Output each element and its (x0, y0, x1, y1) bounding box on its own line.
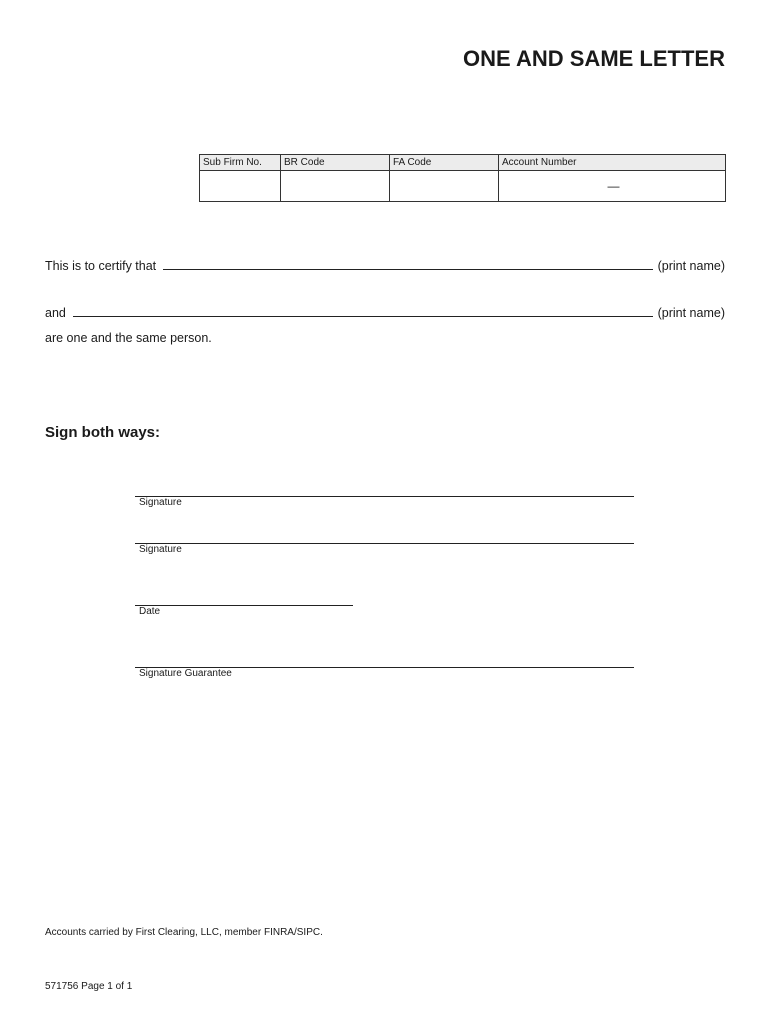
page-info: 571756 Page 1 of 1 (45, 981, 133, 992)
print-name-field-2[interactable] (73, 315, 653, 317)
print-name-field-1[interactable] (163, 268, 652, 270)
certify-line-2 (45, 306, 725, 320)
and-prefix: and (45, 306, 66, 320)
account-number-field[interactable]: — (499, 171, 726, 202)
signature-label-1: Signature (139, 497, 182, 508)
sub-firm-no-field[interactable] (200, 171, 281, 202)
fa-code-header: FA Code (390, 155, 499, 171)
signature-line-1[interactable] (135, 496, 634, 497)
sign-heading: Sign both ways: (45, 424, 161, 441)
page-title: ONE AND SAME LETTER (463, 46, 725, 71)
signature-line-2[interactable] (135, 543, 634, 544)
date-label: Date (139, 606, 161, 617)
sub-firm-no-header: Sub Firm No. (200, 155, 281, 171)
account-info-header-row (200, 155, 726, 171)
same-person-statement: are one and the same person. (45, 331, 212, 345)
certify-prefix: This is to certify that (45, 259, 157, 273)
fa-code-field[interactable] (390, 171, 499, 202)
account-info-value-row (200, 171, 726, 202)
account-number-header: Account Number (499, 155, 726, 171)
certify-line-1 (45, 259, 725, 273)
account-info-table (199, 154, 726, 202)
footer-disclosure: Accounts carried by First Clearing, LLC, member FINRA/SIPC. (45, 927, 323, 938)
br-code-header: BR Code (281, 155, 390, 171)
print-name-label-1: (print name) (657, 259, 725, 273)
signature-label-2: Signature (139, 544, 182, 555)
br-code-field[interactable] (281, 171, 390, 202)
date-line[interactable] (135, 605, 353, 606)
signature-guarantee-label: Signature Guarantee (139, 668, 232, 679)
print-name-label-2: (print name) (657, 306, 725, 320)
